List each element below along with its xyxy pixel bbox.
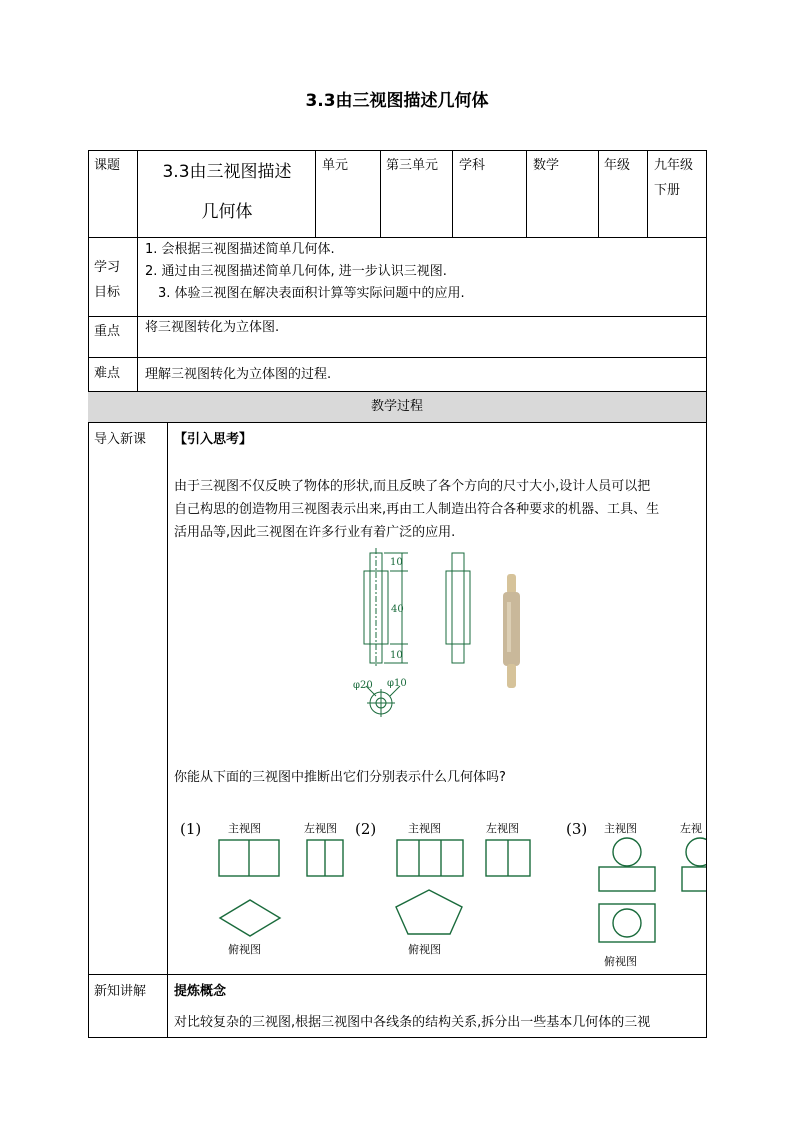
rolling-pin-photo (503, 574, 520, 688)
xue-ke-value: 数学 (533, 158, 560, 173)
goals-label-2: 目标 (94, 285, 121, 300)
ke-ti-line1: 3.3由三视图描述 (162, 162, 292, 182)
nian-ji-line1: 九年级 (654, 158, 694, 173)
exercise-2-index: (2) (355, 820, 377, 838)
goal-item-1: 1. 会根据三视图描述简单几何体. (145, 242, 335, 257)
ke-ti-line2: 几何体 (201, 202, 253, 222)
exercise-3-left-circle (686, 838, 706, 866)
nian-ji-label: 年级 (604, 158, 631, 173)
key-point-text: 将三视图转化为立体图. (145, 320, 280, 335)
difficulty-label: 难点 (94, 366, 121, 381)
goals-label-1: 学习 (94, 260, 121, 275)
page-title: 3.3由三视图描述几何体 (305, 91, 489, 111)
dim-diameter-20: φ20 (353, 680, 373, 691)
intro-paragraph-line-1: 由于三视图不仅反映了物体的形状,而且反映了各个方向的尺寸大小,设计人员可以把 (174, 479, 651, 494)
goal-item-2: 2. 通过由三视图描述简单几何体, 进一步认识三视图. (145, 264, 447, 279)
three-view-exercises (170, 812, 706, 974)
xue-ke-label: 学科 (459, 158, 486, 173)
dim-bottom: 10 (390, 650, 403, 661)
exercise-3-top-circle (613, 909, 641, 937)
exercise-3-left-view (682, 867, 706, 891)
exercise-1-left-label: 左视图 (304, 822, 337, 835)
exercise-3-index: (3) (566, 820, 588, 838)
exercise-3-left-label: 左视 (680, 822, 702, 835)
exercise-2-top-label: 俯视图 (408, 943, 441, 956)
nian-ji-line2: 下册 (654, 183, 681, 198)
exercise-1-index: (1) (180, 820, 202, 838)
dim-middle: 40 (391, 604, 404, 615)
exercise-3-top-view (599, 904, 655, 942)
difficulty-text: 理解三视图转化为立体图的过程. (145, 367, 332, 382)
exercise-2-front-view (397, 840, 463, 876)
left-view-body (446, 571, 470, 644)
exercise-1-top-label: 俯视图 (228, 943, 261, 956)
new-knowledge-label: 新知讲解 (94, 984, 147, 999)
dan-yuan-value: 第三单元 (386, 158, 439, 173)
new-knowledge-text: 对比较复杂的三视图,根据三视图中各线条的结构关系,拆分出一些基本几何体的三视 (174, 1015, 651, 1030)
intro-heading: 【引入思考】 (174, 432, 253, 447)
intro-label: 导入新课 (94, 432, 147, 447)
new-knowledge-heading: 提炼概念 (174, 984, 227, 999)
dim-diameter-10: φ10 (387, 678, 407, 689)
ke-ti-label: 课题 (94, 158, 121, 173)
exercise-1-front-label: 主视图 (228, 822, 261, 835)
exercise-3-top-label: 俯视图 (604, 955, 637, 968)
intro-paragraph-line-2: 自己构思的创造物用三视图表示出来,再由工人制造出符合各种要求的机器、工具、生 (174, 502, 660, 517)
intro-question: 你能从下面的三视图中推断出它们分别表示什么几何体吗? (174, 770, 506, 785)
dan-yuan-label: 单元 (322, 158, 349, 173)
exercise-2-front-label: 主视图 (408, 822, 441, 835)
exercise-3-front-view (599, 867, 655, 891)
left-view-handle (452, 553, 464, 663)
rolling-pin-drawing (340, 546, 540, 721)
dim-top: 10 (390, 557, 403, 568)
exercise-3-front-label: 主视图 (604, 822, 637, 835)
goal-item-3: 3. 体验三视图在解决表面积计算等实际问题中的应用. (158, 286, 465, 301)
exercise-2-left-label: 左视图 (486, 822, 519, 835)
exercise-3-front-circle (613, 838, 641, 866)
exercise-2-top-view (396, 890, 462, 934)
intro-paragraph-line-3: 活用品等,因此三视图在许多行业有着广泛的应用. (174, 525, 456, 540)
key-point-label: 重点 (94, 324, 121, 339)
exercise-1-top-view (220, 900, 280, 936)
process-header: 教学过程 (370, 399, 423, 414)
